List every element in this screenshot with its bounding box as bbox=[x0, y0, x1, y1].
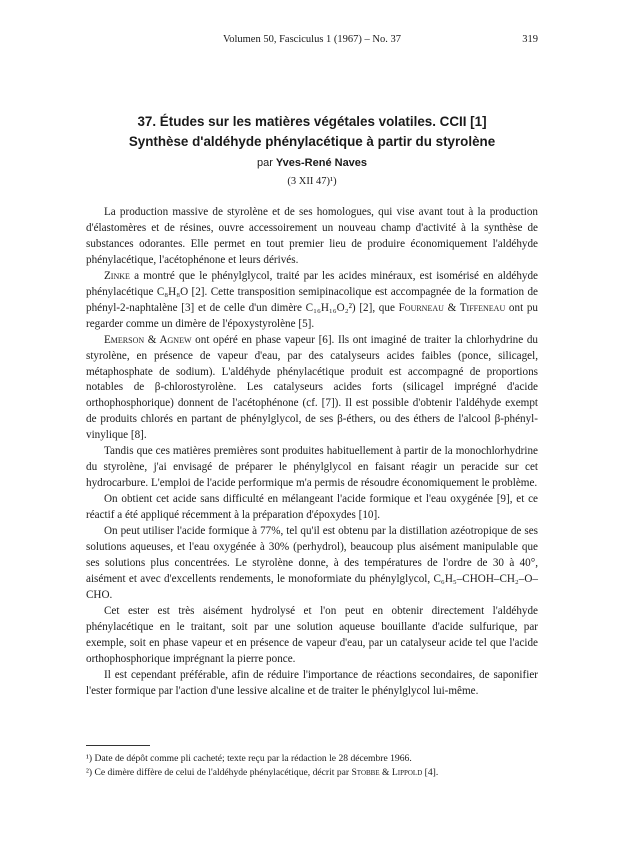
footnote-1: ¹) Date de dépôt comme pli cacheté; texte reçu par la rédaction le 28 décembre 1966. bbox=[86, 753, 412, 764]
byline-prefix: par bbox=[256, 157, 273, 169]
footnote-2-text: ²) Ce dimère diffère de celui de l'aldéhyde phénylacétique, décrit par bbox=[86, 767, 352, 778]
author-ref-zinke: Zinke bbox=[104, 269, 130, 282]
author-name: Yves-René Naves bbox=[275, 157, 368, 169]
byline bbox=[86, 153, 538, 173]
paragraph-2-text: a montré que le phénylglycol, traité par les acides minéraux, est isomérisé en aldéhyde phénylacétique C₈H₈O [2]. Cette transposition semipinacolique est accompagnée de la formation de phényl-2-naphtalène [3] et de celle d'un dimère C₁₆H₁₆O₂²) [2], que bbox=[86, 269, 538, 314]
author-ref-fourneau: Fourneau & Tiffeneau bbox=[398, 301, 506, 314]
paragraph-5: On obtient cet acide sans difficulté en mélangeant l'acide formique et l'eau oxygénée [9], et ce réactif a été appliqué récemment à la préparation d'époxydes [10]. bbox=[86, 493, 538, 522]
footnote-divider bbox=[86, 745, 150, 746]
paragraph-8: Il est cependant préférable, afin de réduire l'importance de réactions secondaires, de saponifier l'ester formique par l'action d'une lessive alcaline et de traiter le phénylglycol lui-même. bbox=[86, 668, 538, 697]
paragraph-2 bbox=[86, 269, 538, 333]
journal-issue: Volumen 50, Fasciculus 1 (1967) – No. 37 bbox=[222, 34, 401, 45]
footnotes bbox=[86, 752, 538, 780]
paragraph-2-end: ont pu regarder comme un dimère de l'époxystyrolène [5]. bbox=[86, 301, 539, 330]
running-header bbox=[86, 34, 538, 50]
paragraph-3-text: ont opéré en phase vapeur [6]. Ils ont imaginé de traiter la chlorhydrine du styrolène, en présence de vapeur d'eau, par des catalyseurs acides faibles (ponce, silicagel, métaphosphate de sodium). L'aldéhyde phénylacétique produit est accompagné de proportions notables de β-chlorostyrolène. Les catalyseurs acides forts (silicagel imprégné d'acide orthophosphorique) donnent de l'acétophénone (cf. [7]). Il est possible d'obtenir l'aldéhyde exempt de produits chlorés en partant de phénylglycol, de ses β-éthers, ou des éthers de l'alcool β-phényl-vinylique [8]. bbox=[86, 333, 538, 442]
paragraph-1: La production massive de styrolène et de ses homologues, qui vise avant tout à la production d'élastomères et de résines, ouvre accessoirement un nouveau champ d'activité à la synthèse de substances odorantes. Elle permet en tout premier lieu de produire économiquement l'aldéhyde phénylacétique, l'acétophénone et leurs dérivés. bbox=[86, 206, 538, 266]
paragraph-3 bbox=[86, 333, 538, 445]
article-subtitle: Synthèse d'aldéhyde phénylacétique à partir du styrolène bbox=[128, 134, 496, 149]
title-block bbox=[86, 112, 538, 191]
paragraph-7: Cet ester est très aisément hydrolysé et l'on peut en obtenir directement l'aldéhyde phénylacétique en le traitant, soit par une solution aqueuse bouillante d'acide sulfurique, par exemple, soit en phase vapeur et en présence de vapeur d'eau, par un catalyseur acide tel que l'acide orthophosphorique imprégnant la pierre ponce. bbox=[86, 604, 538, 665]
article-title: 37. Études sur les matières végétales volatiles. CCII [1] bbox=[137, 114, 487, 129]
dateline: (3 XII 47)¹) bbox=[287, 176, 337, 187]
page-number: 319 bbox=[522, 34, 538, 45]
paragraph-6: On peut utiliser l'acide formique à 77%, tel qu'il est obtenu par la distillation azéotropique de ses solutions aqueuses, et l'eau oxygénée à 30% (perhydrol), beaucoup plus aisément manipulable que ses solutions plus concentrées. Le styrolène donne, à des températures de l'ordre de 30 à 40°, aisément et avec d'excellents rendements, le monoformiate du phénylglycol, C₆H₅–CHOH–CH₂–O–CHO. bbox=[86, 525, 538, 601]
author-ref-emerson: Emerson & Agnew bbox=[104, 333, 192, 346]
article-body bbox=[86, 205, 538, 700]
footnote-2-end: [4]. bbox=[422, 767, 439, 778]
author-ref-stobbe: Stobbe & Lippold bbox=[351, 767, 423, 778]
paragraph-4: Tandis que ces matières premières sont produites habituellement à partir de la monochlorhydrine du styrolène, j'ai envisagé de préparer le phénylglycol en faisant réagir un peracide sur cet hydrocarbure. L'emploi de l'acide performique m'a permis de résoudre économiquement le problème. bbox=[86, 445, 538, 490]
footnote-2 bbox=[86, 766, 538, 780]
